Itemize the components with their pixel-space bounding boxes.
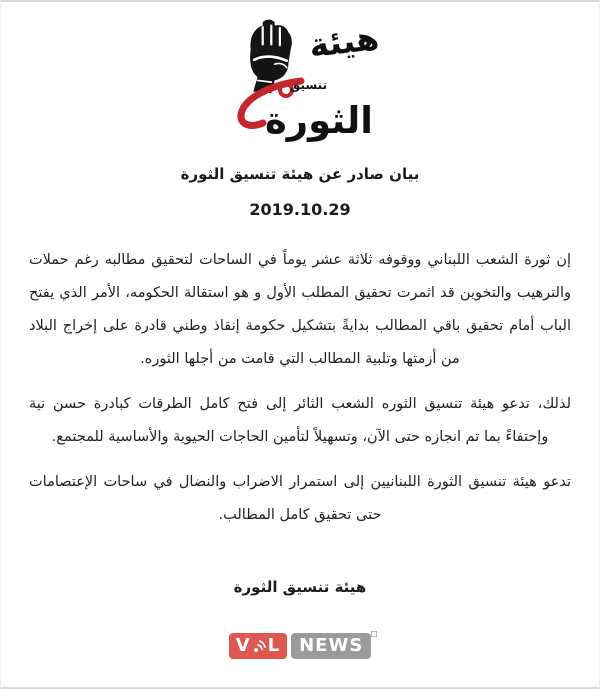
statement-title: بيان صادر عن هيئة تنسيق الثورة — [180, 165, 420, 183]
logo-word-middle: تنسيق — [289, 78, 327, 92]
broadcast-waves-icon — [253, 637, 266, 655]
signature: هيئة تنسيق الثورة — [233, 578, 367, 596]
logo-word-top: هيئة — [307, 17, 382, 66]
trademark-mark — [371, 631, 377, 637]
org-logo — [215, 15, 385, 142]
vdl-letter-l: L — [267, 635, 281, 656]
vdl-news-logo — [1, 633, 599, 659]
statement-paragraph-1: إن ثورة الشعب اللبناني ووقوفه ثلاثة عشر يوماً في الساحات لتحقيق مطالبه رغم حملات والترهيب والتخوين قد اثمرت تحقيق المطلب الأول و هو استقالة الحكومه، الأمر الذي يفتح الباب أمام تحقيق باقي المطالب بدايةً بتشكيل حكومة إنقاذ وطني قادرة على إخراج البلاد من أزمتها وتلبية المطالب التي قامت من أجلها الثوره. — [29, 252, 571, 367]
statement-paragraph-3: تدعو هيئة تنسيق الثورة اللبنانيين إلى استمرار الاضراب والنضال في ساحات الإعتصامات حتى تحقيق كامل المطالب. — [29, 474, 571, 523]
vdl-red-badge — [229, 633, 287, 659]
vdl-news-text: NEWS — [299, 635, 364, 656]
vdl-news-badge — [291, 633, 371, 659]
statement-date: 2019.10.29 — [249, 200, 351, 219]
statement-paragraph-2: لذلك، تدعو هيئة تنسيق الثوره الشعب الثائر إلى فتح كامل الطرقات كبادرة حسن نية وإحتفاءً بما تم انجازه حتى الآن، وتسهيلاً لتأمين الحاجات الحيوية والأساسية للمجتمع. — [29, 396, 571, 445]
logo-word-bottom: الثورة — [264, 99, 373, 142]
statement-body — [1, 244, 599, 532]
vdl-letter-v: V — [235, 635, 251, 656]
